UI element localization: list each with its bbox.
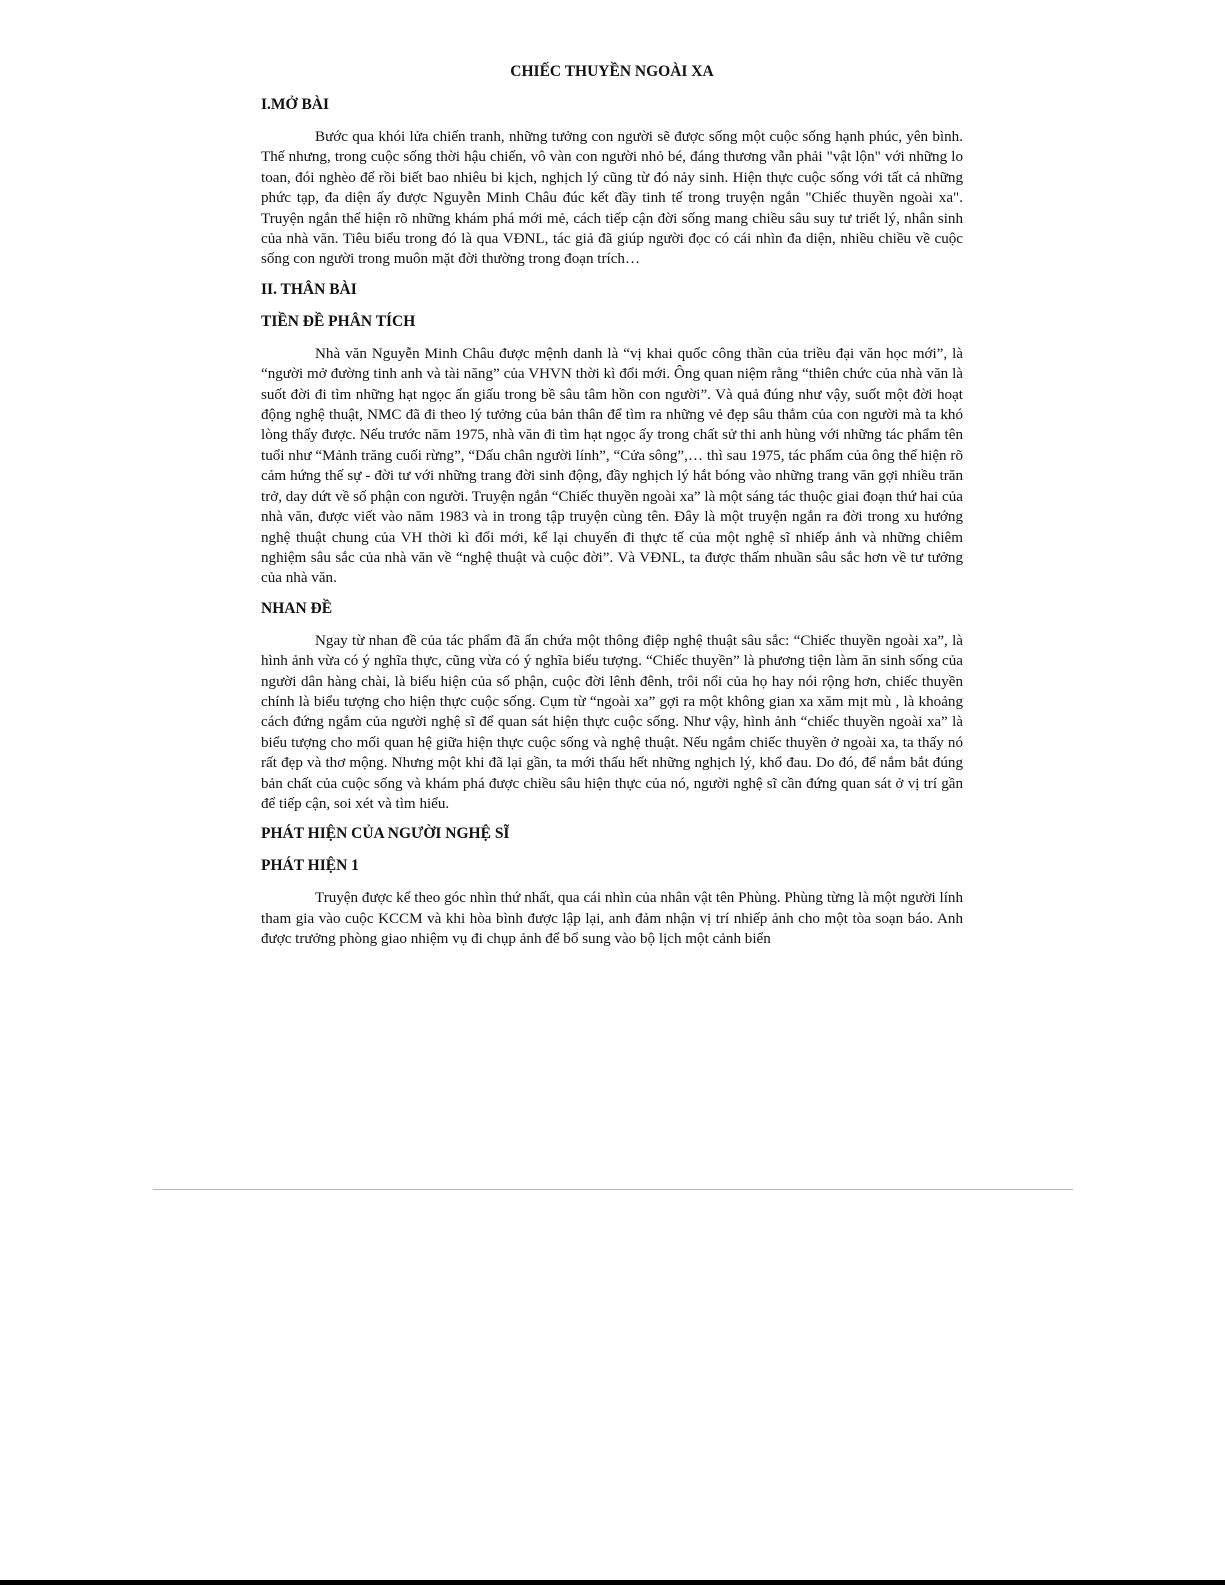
document-page <box>261 62 963 960</box>
section-nhan-de <box>261 599 963 815</box>
paragraph: Nhà văn Nguyễn Minh Châu được mệnh danh là “vị khai quốc công thần của triều đại văn học mới”, là “người mở đường tinh anh và tài năng” của VHVN thời kì đổi mới. Ông quan niệm rằng “thiên chức của nhà văn là suốt đời đi tìm những hạt ngọc ẩn giấu trong bề sâu tâm hồn con người”. Và quả đúng như vậy, suốt một đời hoạt động nghệ thuật, NMC đã đi theo lý tưởng của bản thân để tìm ra những vẻ đẹp sâu thẳm của con người mà ta khó lòng thấy được. Nếu trước năm 1975, nhà văn đi tìm hạt ngọc ấy trong chất sử thi anh hùng với những tác phẩm tên tuổi như “Mảnh trăng cuối rừng”, “Dấu chân người lính”, “Cửa sông”,… thì sau 1975, tác phẩm của ông thể hiện rõ cảm hứng thế sự - đời tư với những trang đời sinh động, đầy nghịch lý hắt bóng vào những trang văn gợi nhiều trăn trở, day dứt về số phận con người. Truyện ngắn “Chiếc thuyền ngoài xa” là một sáng tác thuộc giai đoạn thứ hai của nhà văn, được viết vào năm 1983 và in trong tập truyện cùng tên. Đây là một truyện ngắn ra đời trong xu hướng nghệ thuật chung của VH thời kì đổi mới, kể lại chuyến đi thực tế của một nghệ sĩ nhiếp ảnh và những chiêm nghiệm sâu sắc của nhà văn về “nghệ thuật và cuộc đời”. Và VĐNL, ta được thấm nhuần sâu sắc hơn về tư tưởng của nhà văn. <box>261 345 963 587</box>
section-than-bai <box>261 280 963 300</box>
paragraph: Ngay từ nhan đề của tác phẩm đã ẩn chứa một thông điệp nghệ thuật sâu sắc: “Chiếc thuyền ngoài xa”, là hình ảnh vừa có ý nghĩa thực, cũng vừa có ý nghĩa biểu tượng. “Chiếc thuyền” là phương tiện làm ăn sinh sống của người dân hàng chài, là biểu hiện của số phận, cuộc đời lênh đênh, trôi nổi của họ hay nói rộng hơn, chiếc thuyền chính là biểu tượng cho hiện thực cuộc sống. Cụm từ “ngoài xa” gợi ra một không gian xa xăm mịt mù , là khoảng cách đứng ngắm của người nghệ sĩ để quan sát hiện thực cuộc sống. Như vậy, hình ảnh “chiếc thuyền ngoài xa” là biểu tượng cho mối quan hệ giữa hiện thực cuộc sống và nghệ thuật. Nếu ngắm chiếc thuyền ở ngoài xa, ta thấy nó rất đẹp và thơ mộng. Nhưng một khi đã lại gần, ta mới thấu hết những nghịch lý, khổ đau. Do đó, để nắm bắt đúng bản chất của cuộc sống và khám phá được chiều sâu hiện thực của nó, người nghệ sĩ cần đứng quan sát ở vị trí gần để tiếp cận, soi xét và tìm hiểu. <box>261 632 963 812</box>
section-tien-de-phan-tich <box>261 312 963 589</box>
section-mo-bai <box>261 95 963 270</box>
section-heading: II. THÂN BÀI <box>261 280 357 298</box>
paragraph: Bước qua khói lửa chiến tranh, những tưởng con người sẽ được sống một cuộc sống hạnh phúc, yên bình. Thế nhưng, trong cuộc sống thời hậu chiến, vô vàn con người nhỏ bé, đáng thương vẫn phải "vật lộn" với những lo toan, đói nghèo để rồi biết bao nhiêu bi kịch, nghịch lý cũng từ đó nảy sinh. Hiện thực cuộc sống với tất cả những phức tạp, đa diện ấy được Nguyễn Minh Châu đúc kết đầy tinh tế trong truyện ngắn "Chiếc thuyền ngoài xa". Truyện ngắn thể hiện rõ những khám phá mới mẻ, cách tiếp cận đời sống mang chiều sâu suy tư triết lý, nhân sinh của nhà văn. Tiêu biểu trong đó là qua VĐNL, tác giả đã giúp người đọc có cái nhìn đa diện, nhiều chiều về cuộc sống con người trong muôn mặt đời thường trong đoạn trích… <box>261 129 963 268</box>
section-heading: I.MỞ BÀI <box>261 96 330 113</box>
section-phat-hien-nghe-si <box>261 824 963 844</box>
section-phat-hien-1 <box>261 856 963 949</box>
section-heading: PHÁT HIỆN CỦA NGƯỜI NGHỆ SĨ <box>261 825 510 843</box>
section-heading: TIỀN ĐỀ PHÂN TÍCH <box>261 312 416 330</box>
bottom-edge-bar <box>0 1580 1225 1585</box>
section-heading: NHAN ĐỀ <box>261 599 333 617</box>
document-title: CHIẾC THUYỀN NGOÀI XA <box>510 63 714 80</box>
page-divider <box>153 1189 1073 1190</box>
paragraph: Truyện được kể theo góc nhìn thứ nhất, qua cái nhìn của nhân vật tên Phùng. Phùng từng là một người lính tham gia vào cuộc KCCM và khi hòa bình được lập lại, anh đảm nhận vị trí nhiếp ảnh cho một tòa soạn báo. Anh được trưởng phòng giao nhiệm vụ đi chụp ảnh để bổ sung vào bộ lịch một cảnh biển <box>261 890 963 948</box>
section-heading: PHÁT HIỆN 1 <box>261 857 359 875</box>
